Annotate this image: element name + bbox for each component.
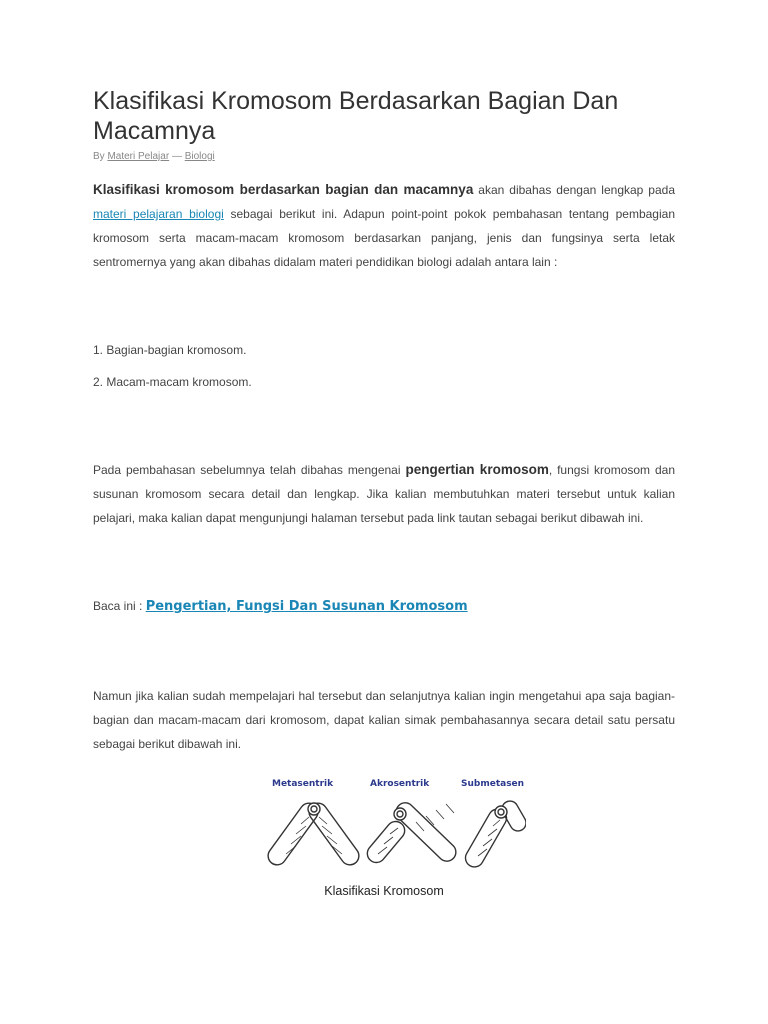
figure-label: Submetasen <box>461 779 525 789</box>
metasentrik-chromosome <box>265 800 363 869</box>
figure-caption: Klasifikasi Kromosom <box>324 884 444 898</box>
intro-text-2: sebagai berikut ini. Adapun point-point pokok pembahasan tentang pembagian kromosom serta macam-macam kromosom berdasarkan panjang, jenis dan fungsinya serta letak sentromernya yang akan dibahas didalam materi pendidikan biologi adalah antara lain : <box>93 207 675 269</box>
third-paragraph: Namun jika kalian sudah mempelajari hal tersebut dan selanjutnya kalian ingin mengetahui apa saja bagian-bagian dan macam-macam dari kromosom, dapat kalian simak pembahasannya secara detail satu persatu sebagai berikut dibawah ini. <box>93 689 675 751</box>
intro-paragraph <box>93 178 675 274</box>
author-link[interactable]: Materi Pelajar <box>107 151 170 162</box>
list-item: 1. Bagian-bagian kromosom. <box>93 343 247 357</box>
intro-text-1: akan dibahas dengan lengkap pada <box>473 183 676 197</box>
category-link[interactable]: Biologi <box>184 151 215 162</box>
chromosome-figure <box>258 772 526 876</box>
akrosentrik-chromosome <box>364 799 460 866</box>
read-more <box>93 597 468 616</box>
byline <box>93 150 215 163</box>
byline-by: By <box>93 151 105 162</box>
pengertian-kromosom-bold: pengertian kromosom <box>405 462 549 477</box>
read-more-label: Baca ini : <box>93 599 146 613</box>
intro-bold-text: Klasifikasi kromosom berdasarkan bagian dan macamnya <box>93 182 474 197</box>
para2-text-2: , fungsi kromosom dan susunan kromosom secara detail dan lengkap. Jika kalian membutuhkan materi tersebut untuk kalian pelajari, maka kalian dapat mengunjungi halaman tersebut pada link tautan sebagai berikut dibawah ini. <box>93 463 675 525</box>
article-title: Klasifikasi Kromosom Berdasarkan Bagian Dan Macamnya <box>93 87 619 145</box>
figure-label: Akrosentrik <box>370 779 430 789</box>
submetasentrik-chromosome <box>462 798 526 870</box>
figure-label: Metasentrik <box>272 779 334 789</box>
list-item: 2. Macam-macam kromosom. <box>93 375 252 389</box>
byline-separator: — <box>171 151 182 162</box>
read-more-link[interactable]: Pengertian, Fungsi Dan Susunan Kromosom <box>145 599 468 614</box>
second-paragraph <box>93 458 675 530</box>
para2-text-1: Pada pembahasan sebelumnya telah dibahas mengenai <box>93 463 406 477</box>
materi-pelajaran-biologi-link[interactable]: materi pelajaran biologi <box>93 207 224 221</box>
